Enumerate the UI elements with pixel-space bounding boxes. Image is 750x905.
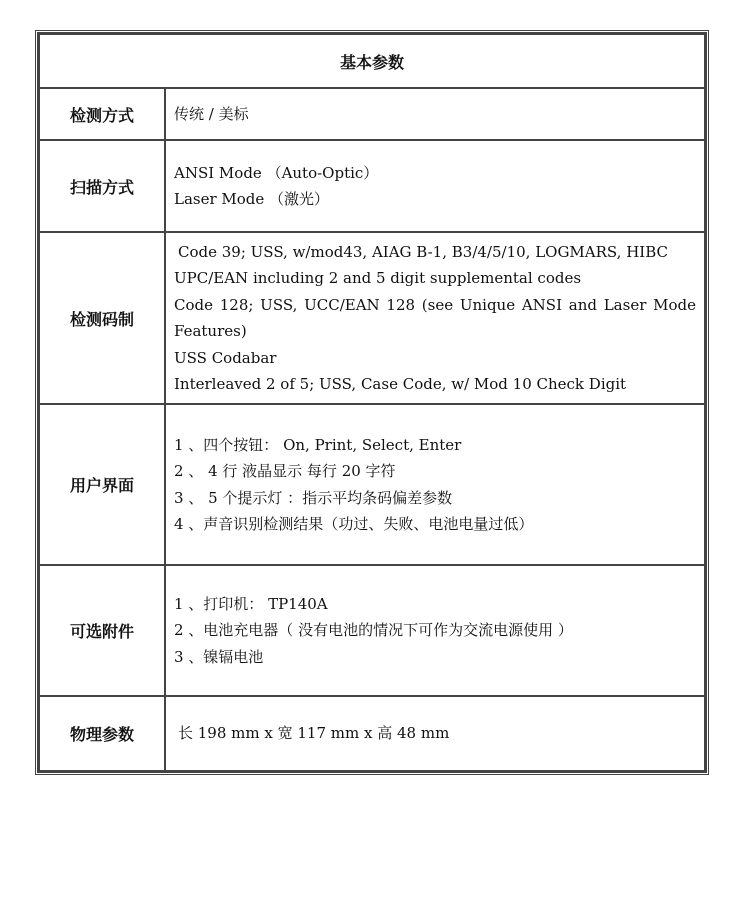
value-line: 2 、电池充电器（ 没有电池的情况下可作为交流电源使用 ） (174, 621, 573, 640)
row-scan-mode (39, 140, 705, 232)
value-line: ANSI Mode （Auto-Optic） (174, 163, 379, 182)
row-label: 检测方式 (39, 88, 165, 140)
row-label: 用户界面 (39, 404, 165, 565)
row-user-interface (39, 404, 705, 565)
row-label: 可选附件 (39, 565, 165, 696)
value-line: 长 198 mm x 宽 117 mm x 高 48 mm (178, 724, 450, 743)
value-line: 4 、声音识别检测结果（功过、失败、电池电量过低） (174, 515, 534, 533)
row-value (165, 696, 705, 771)
row-label: 物理参数 (39, 696, 165, 771)
row-label: 检测码制 (39, 232, 165, 404)
value-line: Laser Mode （激光） (174, 190, 330, 208)
value-line: UPC/EAN including 2 and 5 digit supplemental codes (174, 269, 582, 287)
value-line: Interleaved 2 of 5; USS, Case Code, w/ Mod 10 Check Digit (174, 375, 627, 393)
value-line: 2 、 4 行 液晶显示 每行 20 字符 (174, 462, 396, 480)
row-value (165, 140, 705, 232)
value-line: 1 、打印机： TP140A (174, 594, 328, 613)
spec-table (38, 33, 706, 772)
value-line: Code 39; USS, w/mod43, AIAG B-1, B3/4/5/10, LOGMARS, HIBC (178, 242, 668, 261)
value-line: 1 、四个按钮： On, Print, Select, Enter (174, 435, 462, 454)
value-line: 3 、 5 个提示灯 ：指示平均条码偏差参数 (174, 488, 453, 507)
value-line: 传统 / 美标 (174, 104, 249, 123)
value-line: 3 、镍镉电池 (174, 647, 264, 666)
row-value (165, 565, 705, 696)
row-value (165, 404, 705, 565)
table-title: 基本参数 (39, 34, 705, 88)
value-line: USS Codabar (174, 348, 277, 367)
row-value (165, 88, 705, 140)
row-optional-accessories (39, 565, 705, 696)
row-detection-method (39, 88, 705, 140)
row-label: 扫描方式 (39, 140, 165, 232)
row-physical-specs (39, 696, 705, 771)
value-line: Code 128; USS, UCC/EAN 128 (see Unique ANSI and Laser Mode (174, 295, 696, 314)
value-line: Features) (174, 322, 247, 340)
table-title-row (39, 34, 705, 88)
spec-table-frame (35, 30, 709, 775)
row-value (165, 232, 705, 404)
row-symbologies (39, 232, 705, 404)
